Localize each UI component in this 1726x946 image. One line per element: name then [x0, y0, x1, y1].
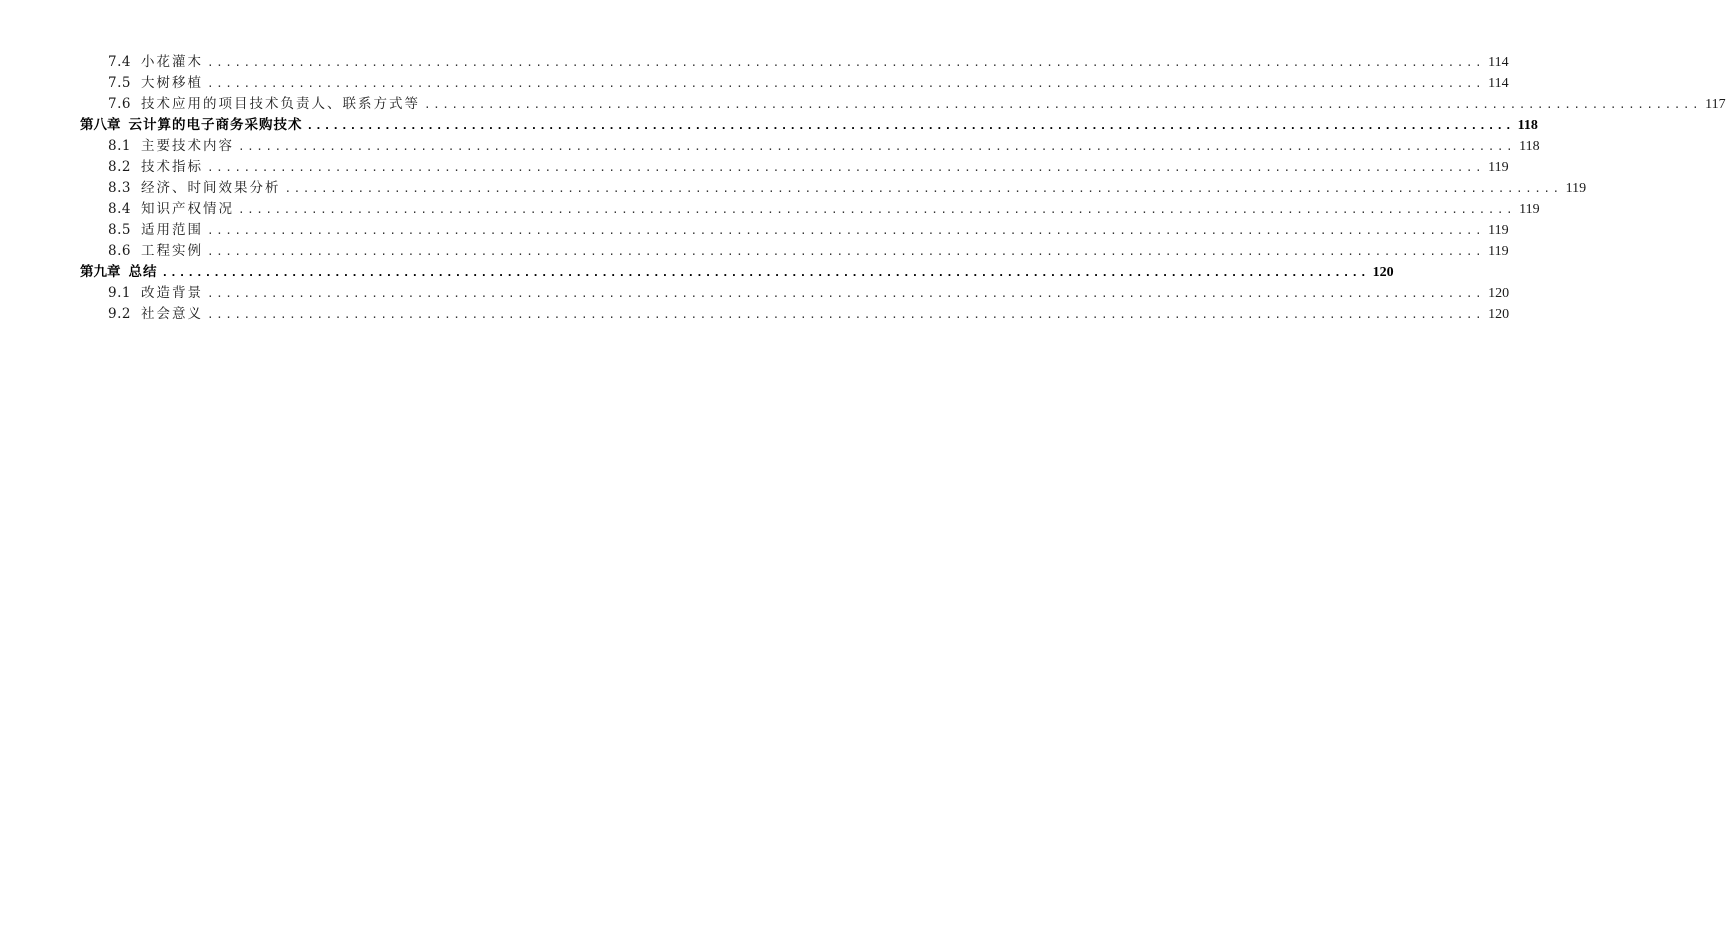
toc-entry-page: 119: [1488, 160, 1509, 175]
toc-entry[interactable]: [80, 283, 1510, 304]
toc-entry-number: 8.3: [108, 180, 131, 196]
toc-chapter-page: 118: [1517, 118, 1538, 133]
toc-leader-dots: ............................................................................................................................................: [306, 119, 1514, 132]
toc-entry-title: 技术应用的项目技术负责人、联系方式等: [140, 96, 420, 112]
toc-chapter-title: 云计算的电子商务采购技术: [128, 117, 303, 133]
toc-entry-number: 8.5: [108, 222, 131, 238]
table-of-contents: [80, 52, 1726, 325]
toc-entry[interactable]: [80, 199, 1540, 220]
toc-entry-title: 大树移植: [140, 75, 203, 91]
toc-entry-number: 8.6: [108, 243, 131, 259]
toc-chapter-entry[interactable]: [80, 115, 1538, 136]
toc-leader-dots: ............................................................................................................................................: [237, 203, 1516, 216]
toc-entry-title: 社会意义: [140, 306, 203, 322]
toc-entry[interactable]: [80, 220, 1509, 241]
toc-entry[interactable]: [80, 304, 1510, 325]
toc-leader-dots: ............................................................................................................................................: [206, 56, 1485, 69]
toc-chapter-page: 120: [1372, 265, 1394, 280]
toc-leader-dots: ............................................................................................................................................: [423, 98, 1702, 111]
toc-leader-dots: ............................................................................................................................................: [206, 161, 1485, 174]
toc-leader-dots: ............................................................................................................................................: [206, 245, 1485, 258]
toc-entry-page: 117: [1705, 97, 1726, 112]
toc-entry-page: 119: [1488, 223, 1509, 238]
toc-entry-number: 8.2: [108, 159, 131, 175]
toc-leader-dots: ............................................................................................................................................: [206, 224, 1485, 237]
toc-entry-page: 119: [1565, 181, 1587, 196]
toc-entry-title: 工程实例: [140, 243, 203, 259]
toc-entry-page: 114: [1488, 76, 1509, 91]
toc-entry-page: 118: [1519, 139, 1540, 154]
toc-entry-page: 119: [1519, 202, 1540, 217]
toc-leader-dots: ............................................................................................................................................: [284, 182, 1562, 195]
toc-entry-title: 适用范围: [140, 222, 203, 238]
toc-entry-page: 120: [1488, 286, 1510, 301]
toc-entry-number: 7.6: [108, 96, 131, 112]
toc-entry-number: 7.5: [108, 75, 131, 91]
toc-entry-number: 8.4: [108, 201, 131, 217]
toc-entry-page: 120: [1488, 307, 1510, 322]
toc-entry-title: 经济、时间效果分析: [140, 180, 281, 196]
toc-entry-number: 8.1: [108, 138, 131, 154]
toc-chapter-title: 总结: [128, 264, 158, 280]
toc-entry-title: 知识产权情况: [140, 201, 234, 217]
toc-entry[interactable]: [80, 73, 1509, 94]
toc-entry-number: 9.1: [108, 285, 131, 301]
toc-chapter-number: 第八章: [80, 117, 121, 133]
toc-entry-title: 技术指标: [140, 159, 203, 175]
toc-leader-dots: ............................................................................................................................................: [206, 77, 1485, 90]
toc-entry[interactable]: [80, 136, 1540, 157]
toc-entry-title: 小花灌木: [140, 54, 203, 70]
toc-chapter-number: 第九章: [80, 264, 121, 280]
toc-entry-title: 主要技术内容: [140, 138, 234, 154]
toc-entry[interactable]: [80, 157, 1509, 178]
toc-leader-dots: ............................................................................................................................................: [206, 308, 1485, 321]
toc-leader-dots: ............................................................................................................................................: [206, 287, 1485, 300]
toc-entry[interactable]: [80, 178, 1587, 199]
toc-entry-page: 119: [1488, 244, 1509, 259]
toc-entry[interactable]: [80, 52, 1509, 73]
toc-entry[interactable]: [80, 94, 1726, 115]
toc-leader-dots: ............................................................................................................................................: [237, 140, 1516, 153]
toc-entry-page: 114: [1488, 55, 1509, 70]
toc-entry-number: 9.2: [108, 306, 131, 322]
toc-leader-dots: ............................................................................................................................................: [161, 266, 1369, 279]
toc-entry-number: 7.4: [108, 54, 131, 70]
toc-chapter-entry[interactable]: [80, 262, 1394, 283]
toc-entry-title: 改造背景: [140, 285, 203, 301]
toc-entry[interactable]: [80, 241, 1509, 262]
